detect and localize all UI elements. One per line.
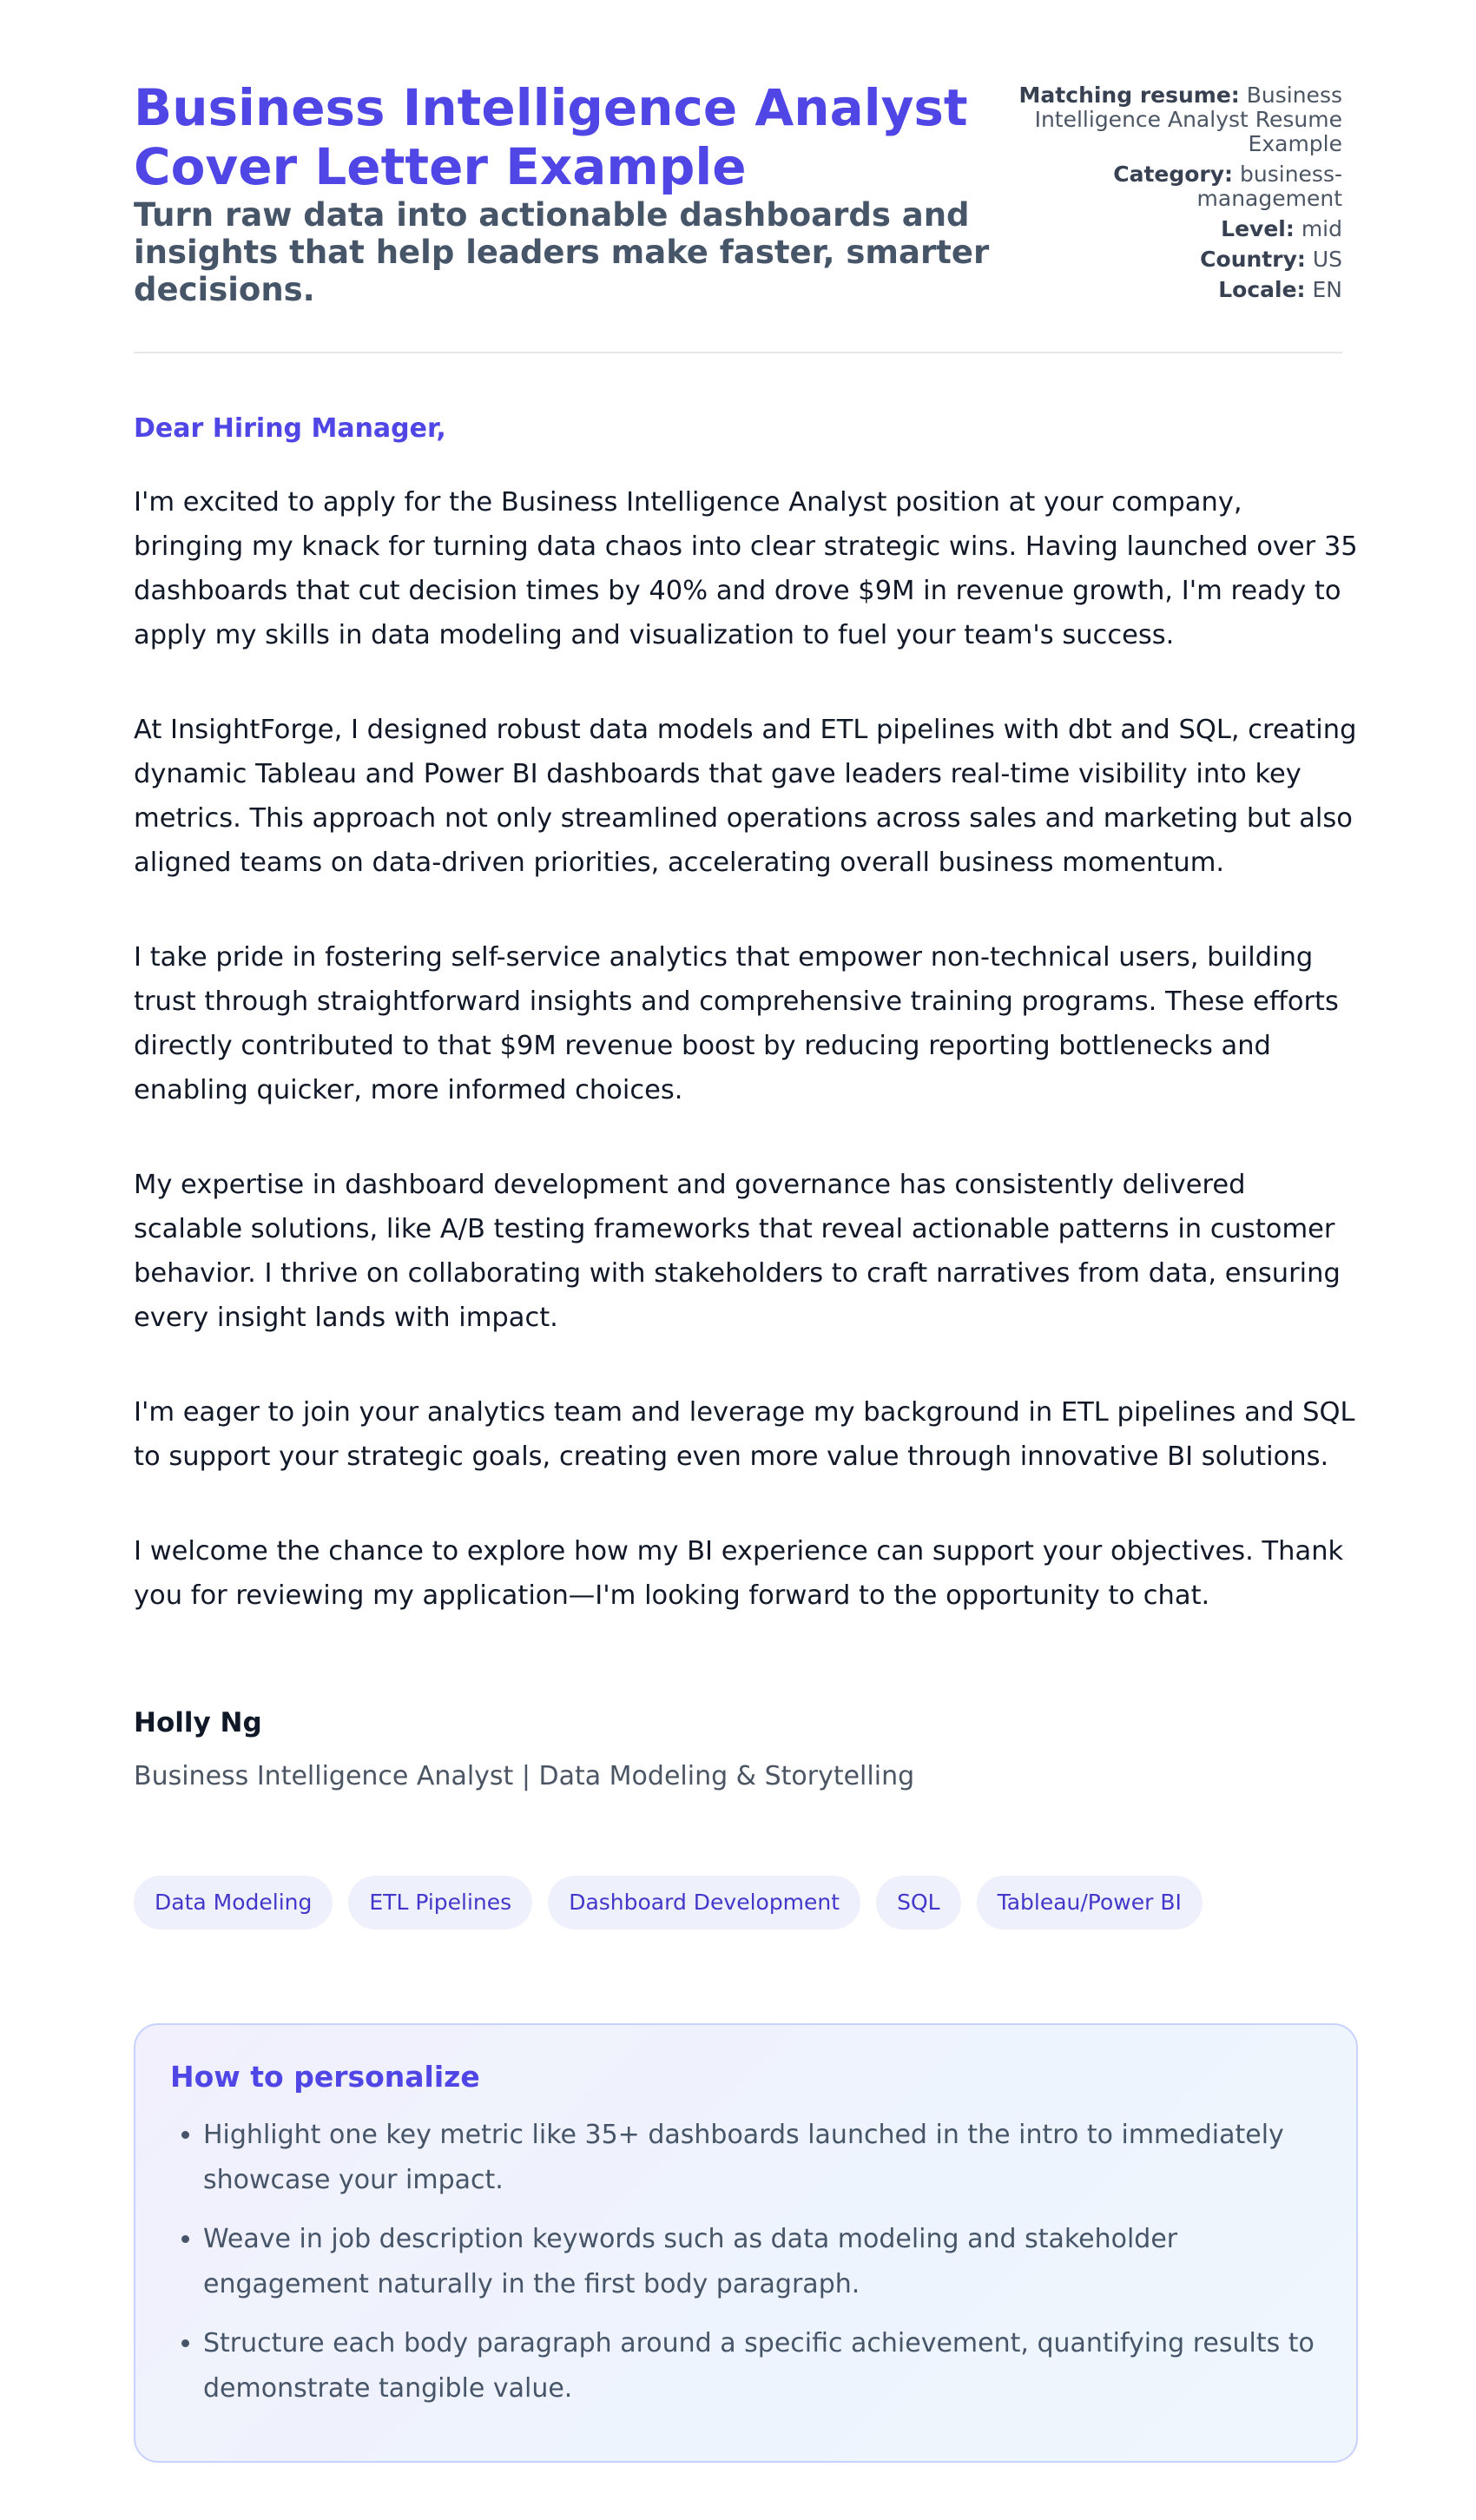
letter-body: [134, 480, 1358, 1668]
letter-paragraph: I'm eager to join your analytics team and leverage my background in ETL pipelines and SQL to support your strategic goals, creating even more value through innovative BI solutions.: [134, 1397, 1355, 1472]
page-title: Business Intelligence Analyst Cover Letter Example: [134, 78, 968, 196]
page-header: [134, 0, 1342, 353]
tip-item: • Structure each body paragraph around a specific achievement, quantifying results to demonstrate tangible value.: [203, 2321, 1321, 2411]
skill-tag: Dashboard Development: [548, 1876, 860, 1930]
signature-title: Business Intelligence Analyst | Data Modeling & Storytelling: [134, 1761, 915, 1791]
meta-locale: [978, 278, 1342, 302]
meta-label: Level:: [1221, 216, 1295, 241]
tip-item: • Weave in job description keywords such as data modeling and stakeholder engagement naturally in the first body paragraph.: [203, 2217, 1321, 2307]
meta-value: mid: [1301, 216, 1342, 241]
meta-label: Country:: [1200, 247, 1306, 272]
meta-label: Matching resume:: [1018, 82, 1240, 108]
meta-value: EN: [1312, 277, 1342, 302]
meta-value: business-management: [1196, 162, 1342, 211]
skill-tag: Data Modeling: [134, 1876, 333, 1930]
letter-paragraph: I'm excited to apply for the Business Intelligence Analyst position at your company, bringing my knack for turning data chaos into clear strategic wins. Having launched over 35 dashboards that cut decision times by 40% and drove $9M in revenue growth, I'm ready to apply my skills in data modeling and visualization to fuel your team's success.: [134, 487, 1358, 650]
signature-name: Holly Ng: [134, 1707, 262, 1738]
meta-value: Business Intelligence Analyst Resume Example: [1034, 82, 1342, 156]
letter-paragraph: My expertise in dashboard development and governance has consistently delivered scalable solutions, like A/B testing frameworks that reveal actionable patterns in customer behavior. I thrive on collaborating with stakeholders to craft narratives from data, ensuring every insight lands with impact.: [134, 1170, 1341, 1333]
letter-paragraph: At InsightForge, I designed robust data models and ETL pipelines with dbt and SQL, creating dynamic Tableau and Power BI dashboards that gave leaders real-time visibility into key metrics. This approach not only streamlined operations across sales and marketing but also aligned teams on data-driven priorities, accelerating overall business momentum.: [134, 715, 1357, 878]
signature-block: [134, 1707, 914, 1791]
letter-paragraph: I welcome the chance to explore how my BI experience can support your objectives. Thank you for reviewing my application—I'm looking forward to the opportunity to chat.: [134, 1536, 1344, 1611]
meta-panel: [978, 83, 1342, 308]
letter-salutation: Dear Hiring Manager,: [134, 413, 446, 444]
meta-matching-resume: [978, 83, 1342, 156]
skill-tag: ETL Pipelines: [348, 1876, 532, 1930]
tips-list: [170, 2113, 1321, 2411]
page-subtitle: Turn raw data into actionable dashboards and insights that help leaders make faster, smarter decisions.: [134, 196, 990, 308]
meta-label: Locale:: [1218, 277, 1306, 302]
skill-tags: [134, 1876, 1203, 1930]
meta-label: Category:: [1113, 162, 1234, 187]
meta-value: US: [1312, 247, 1342, 272]
skill-tag: Tableau/Power BI: [977, 1876, 1203, 1930]
meta-category: [978, 162, 1342, 211]
tip-item: • Highlight one key metric like 35+ dashboards launched in the intro to immediately showcase your impact.: [203, 2113, 1321, 2203]
letter-paragraph: I take pride in fostering self-service analytics that empower non-technical users, building trust through straightforward insights and comprehensive training programs. These efforts directly contributed to that $9M revenue boost by reducing reporting bottlenecks and enabling quicker, more informed choices.: [134, 942, 1339, 1105]
meta-country: [978, 247, 1342, 272]
meta-level: [978, 217, 1342, 241]
personalize-tips-card: [134, 2023, 1358, 2463]
tips-title: How to personalize: [170, 2060, 480, 2094]
skill-tag: SQL: [876, 1876, 960, 1930]
